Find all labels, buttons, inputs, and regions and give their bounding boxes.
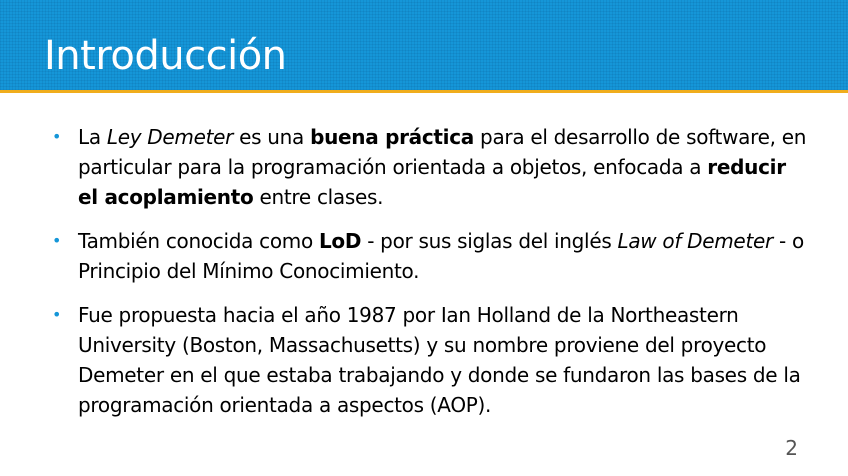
text-run: es una xyxy=(233,125,311,149)
text-run: para el desarrollo de software, en particular para la programación orientada a objetos, enfocada a xyxy=(78,125,807,179)
slide-title: Introducción xyxy=(44,33,287,79)
text-run: Fue propuesta hacia el año 1987 por Ian Holland de la Northeastern University (Boston, Massachusetts) y su nombre proviene del proyecto Demeter en el que estaba trabajando y donde se fundaron las bases de la programación orientada a aspectos (AOP). xyxy=(78,303,801,417)
bullet-text xyxy=(78,303,801,417)
text-run: - o Principio del Mínimo Conocimiento. xyxy=(78,229,804,283)
page-number: 2 xyxy=(785,436,798,460)
italic-term: Law of Demeter xyxy=(617,229,773,253)
bold-term: buena práctica xyxy=(310,125,474,149)
text-run: - por sus siglas del inglés xyxy=(361,229,618,253)
bullet-text xyxy=(78,125,806,209)
bullet-icon: • xyxy=(52,305,62,324)
italic-term: Ley Demeter xyxy=(106,125,234,149)
title-divider xyxy=(0,90,848,93)
text-run: entre clases. xyxy=(253,185,384,209)
bullet-icon: • xyxy=(52,231,62,250)
bullet-list xyxy=(52,122,812,434)
text-run: También conocida como xyxy=(78,229,319,253)
bold-term: reducir el acoplamiento xyxy=(78,155,786,209)
bullet-text xyxy=(78,229,804,283)
text-run: La xyxy=(78,125,107,149)
bullet-item xyxy=(52,300,812,420)
bullet-item xyxy=(52,226,812,286)
bullet-icon: • xyxy=(52,127,62,146)
bullet-item xyxy=(52,122,812,212)
title-bar xyxy=(0,0,848,90)
bold-term: LoD xyxy=(318,229,362,253)
